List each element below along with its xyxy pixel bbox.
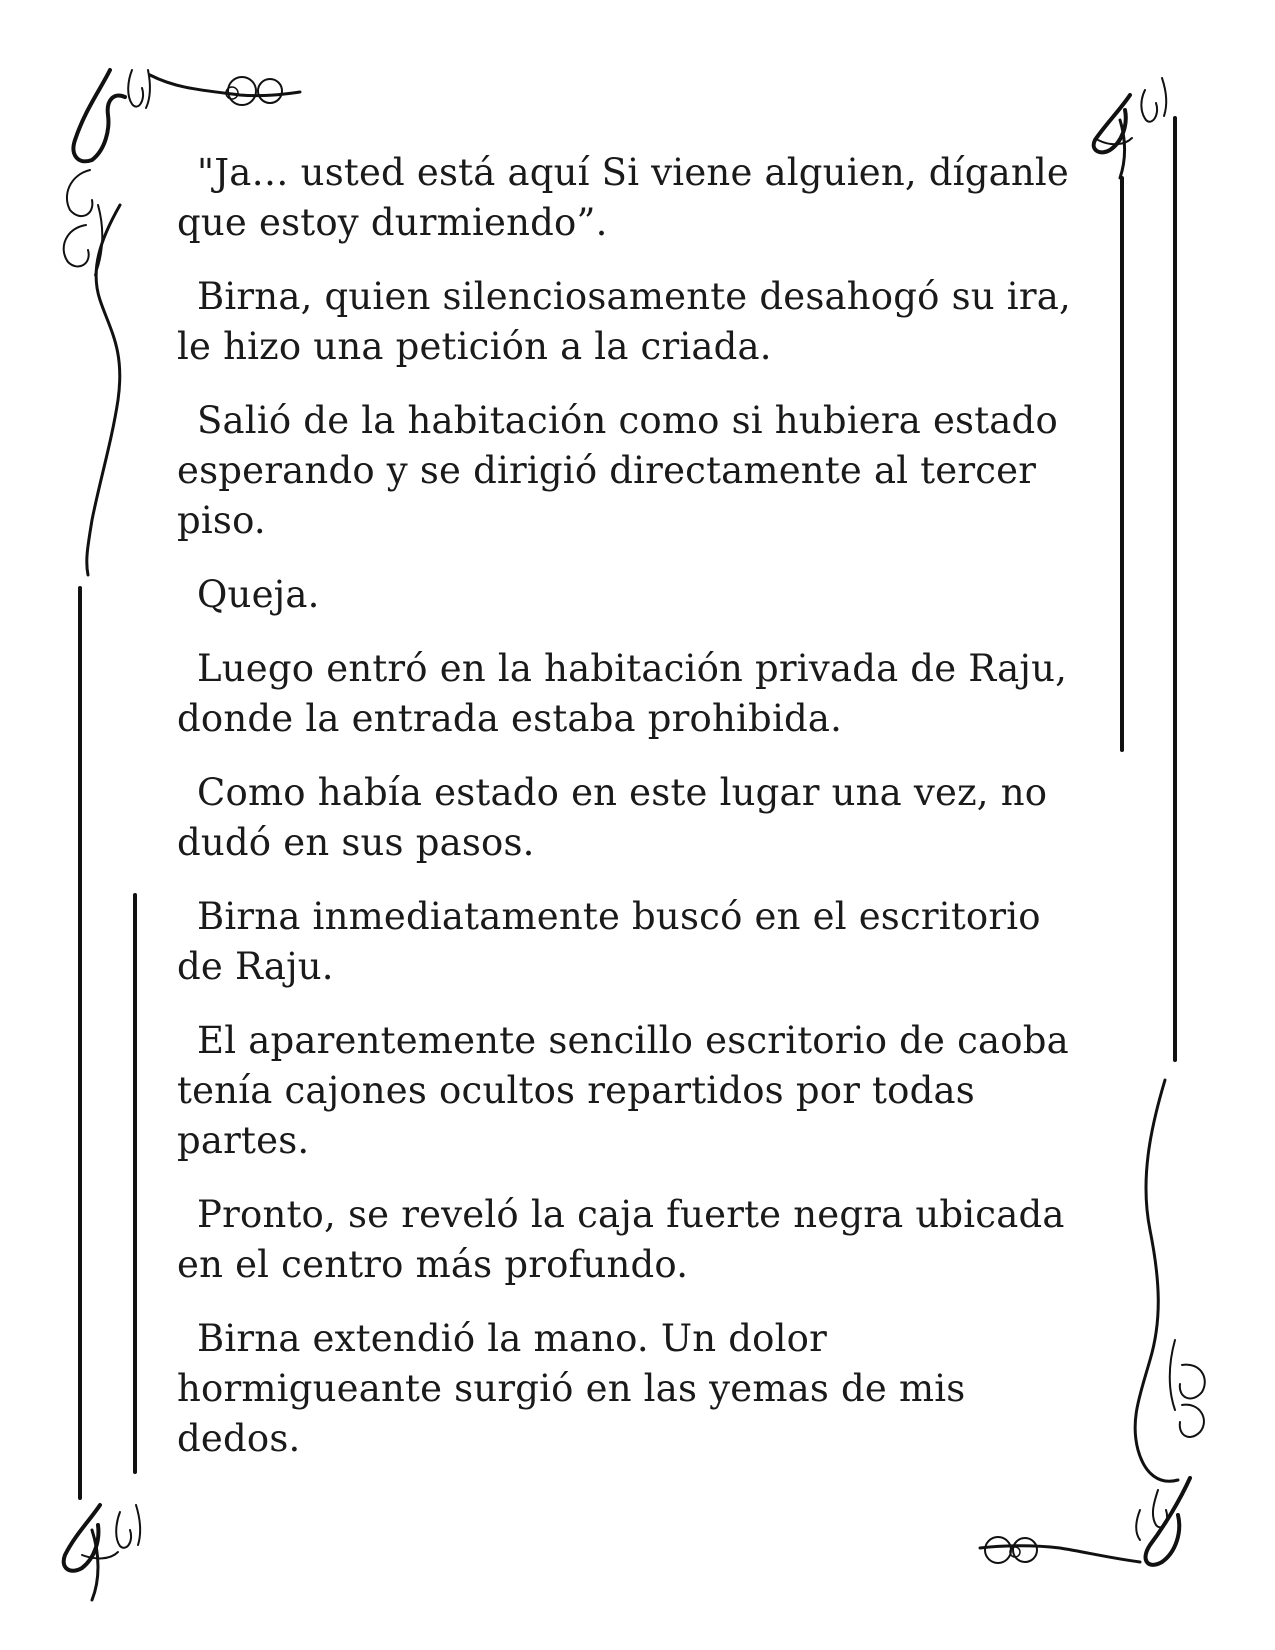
paragraph: Pronto, se reveló la caja fuerte negra ubicada en el centro más profundo. <box>177 1193 1065 1286</box>
flourish-top-right <box>1094 78 1167 178</box>
paragraph: Birna extendió la mano. Un dolor hormigueante surgió en las yemas de mis dedos. <box>177 1317 966 1460</box>
paragraph: "Ja… usted está aquí Si viene alguien, díganle que estoy durmiendo”. <box>177 151 1070 244</box>
paragraph: Salió de la habitación como si hubiera estado esperando y se dirigió directamente al tercer piso. <box>177 399 1058 542</box>
paragraph: Como había estado en este lugar una vez, no dudó en sus pasos. <box>177 771 1048 864</box>
flourish-bottom-left <box>64 1505 140 1600</box>
paragraph: Luego entró en la habitación privada de Raju, donde la entrada estaba prohibida. <box>177 647 1068 740</box>
paragraph: Birna, quien silenciosamente desahogó su ira, le hizo una petición a la criada. <box>177 275 1071 368</box>
paragraph: Birna inmediatamente buscó en el escritorio de Raju. <box>177 895 1041 988</box>
paragraph: Queja. <box>197 573 320 616</box>
paragraph: El aparentemente sencillo escritorio de caoba tenía cajones ocultos repartidos por todas partes. <box>177 1019 1069 1162</box>
story-text <box>177 148 1097 1488</box>
